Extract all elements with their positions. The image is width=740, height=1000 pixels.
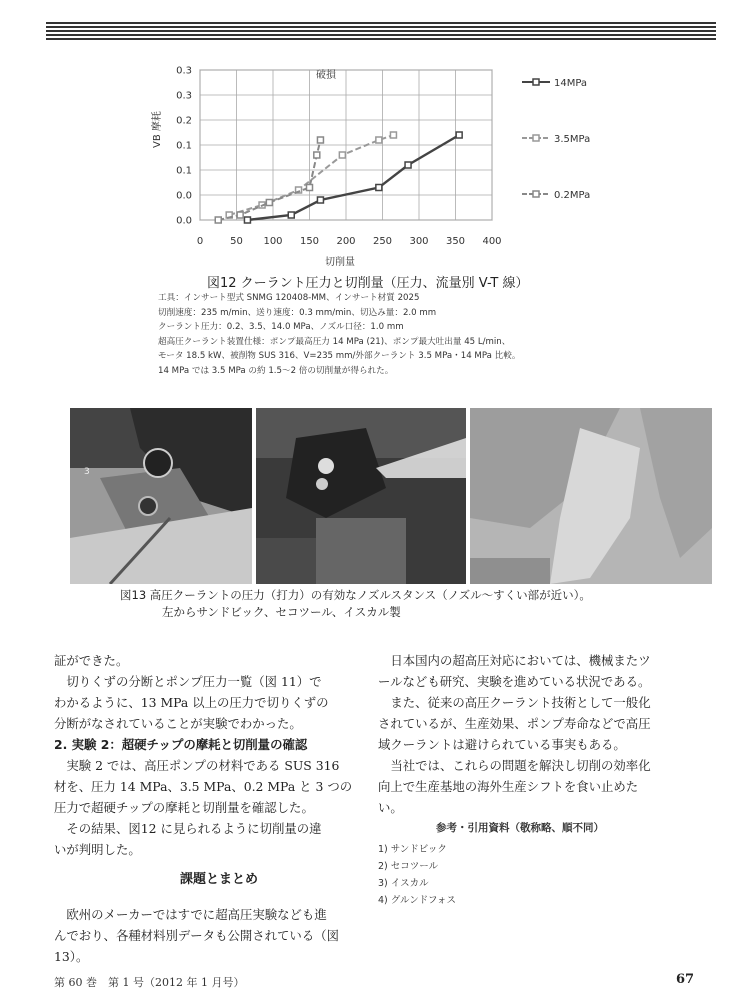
body-line: 実験 2 では、高圧ポンプの材料である SUS 316 <box>54 758 340 773</box>
body-line: い。 <box>378 800 403 815</box>
y-tick-label: 0.3 <box>176 90 192 102</box>
body-line: わかるように、13 MPa 以上の圧力で切りくずの <box>54 695 329 710</box>
y-tick-label: 0.3 <box>176 65 192 77</box>
body-line: その結果、図12 に見られるように切削量の違 <box>54 821 322 836</box>
data-point <box>307 185 313 191</box>
body-line: 当社では、これらの問題を解決し切削の効率化 <box>378 758 651 773</box>
body-line: 向上で生産基地の海外生産シフトを食い止めた <box>378 779 639 794</box>
data-point <box>376 185 382 191</box>
chart-series <box>215 132 462 223</box>
fig13-caption-line: 図13 高圧クーラントの圧力（打力）の有効なノズルスタンス（ノズル〜すくい部が近い）。 <box>120 588 591 602</box>
right-column <box>378 650 651 818</box>
fig12-note: モータ 18.5 kW、被削物 SUS 316、V=235 mm/外部クーラント 3.5 MPa・14 MPa 比較。 <box>158 351 521 361</box>
data-point <box>376 137 382 143</box>
data-point <box>215 217 221 223</box>
data-point <box>266 200 272 206</box>
data-point <box>339 152 345 158</box>
chart-grid <box>200 70 492 220</box>
body-line: ールなども研究、実験を進めている状況である。 <box>378 674 651 689</box>
body-line: また、従来の高圧クーラント技術として一般化 <box>378 695 651 710</box>
data-point <box>317 137 323 143</box>
body-line: 切りくずの分断とポンプ圧力一覧（図 11）で <box>54 674 322 689</box>
fig13-photos <box>70 408 712 584</box>
body-line: 圧力で超硬チップの摩耗と切削量を確認した。 <box>54 800 314 815</box>
photo-iscar <box>470 408 712 584</box>
y-tick-label: 0.0 <box>176 215 192 227</box>
y-axis-label: VB 摩耗 <box>152 111 163 148</box>
reference-item: 2) セコツール <box>378 861 439 872</box>
fig12-caption: 図12 クーラント圧力と切削量（圧力、流量別 V-T 線） <box>207 276 529 291</box>
x-tick-label: 300 <box>409 236 429 247</box>
legend-marker <box>533 191 539 197</box>
x-tick-label: 150 <box>299 236 320 247</box>
x-tick-label: 0 <box>196 236 204 247</box>
fig12-note: 14 MPa では 3.5 MPa の約 1.5〜2 倍の切削量が得られた。 <box>158 365 394 376</box>
body-line: 材を、圧力 14 MPa、3.5 MPa、0.2 MPa と 3 つの <box>54 779 353 794</box>
body-line: 証ができた。 <box>54 653 129 668</box>
data-point <box>244 217 250 223</box>
fig12-note: 超高圧クーラント装置仕様：ポンプ最高圧力 14 MPa (21)、ポンプ最大吐出量 45 L/min、 <box>158 336 511 347</box>
fig12-note: 切削速度：235 m/min、送り速度：0.3 mm/min、切込み量：2.0 mm <box>158 307 437 318</box>
experiment-2-heading: 2. 実験 2：超硬チップの摩耗と切削量の確認 <box>54 737 308 752</box>
legend-label: 14MPa <box>554 78 588 89</box>
x-tick-label: 200 <box>336 236 356 247</box>
reference-item: 4) グルンドフォス <box>378 895 456 906</box>
references <box>378 820 604 909</box>
body-line: 域クーラントは避けられている事実もある。 <box>378 737 626 752</box>
legend-marker <box>533 135 539 141</box>
y-tick-label: 0.1 <box>176 140 192 152</box>
y-tick-label: 0.2 <box>176 115 192 127</box>
left-column <box>54 650 384 967</box>
photo-seco <box>256 408 466 584</box>
x-tick-label: 100 <box>263 236 283 247</box>
photo-sandvik <box>70 408 252 584</box>
y-tick-label: 0.0 <box>176 190 192 202</box>
body-line: 日本国内の超高圧対応においては、機械またツ <box>378 653 651 668</box>
data-point <box>288 212 294 218</box>
x-tick-label: 50 <box>230 236 243 247</box>
reference-item: 1) サンドビック <box>378 844 447 855</box>
fig12-note: クーラント圧力：0.2、3.5、14.0 MPa、ノズル口径：1.0 mm <box>158 322 404 332</box>
legend-label: 3.5MPa <box>554 134 591 145</box>
chart-annotation: 破損 <box>316 70 336 81</box>
data-point <box>456 132 462 138</box>
section-title: 課題とまとめ <box>179 872 258 887</box>
references-heading: 参考・引用資料（敬称略、順不同） <box>436 822 604 834</box>
header-rule <box>46 22 716 42</box>
body-line: いが判明した。 <box>54 842 141 857</box>
chart-legend <box>522 78 590 201</box>
body-line: んでおり、各種材料別データも公開されている（図 <box>54 928 339 943</box>
y-tick-label: 0.1 <box>176 165 192 177</box>
x-tick-label: 250 <box>372 236 393 247</box>
body-line: 13）。 <box>54 949 89 964</box>
x-tick-label: 400 <box>482 236 502 247</box>
data-point <box>237 212 243 218</box>
x-tick-label: 350 <box>445 236 466 247</box>
body-line: されているが、生産効果、ポンプ寿命などで高圧 <box>378 716 651 731</box>
page-number: 67 <box>676 972 695 987</box>
legend-marker <box>533 79 539 85</box>
legend-label: 0.2MPa <box>554 190 591 201</box>
data-point <box>314 152 320 158</box>
fig12-notes <box>158 291 520 378</box>
fig13-caption-line: 左からサンドビック、セコツール、イスカル製 <box>162 605 401 619</box>
data-point <box>317 197 323 203</box>
body-line: 欧州のメーカーではすでに超高圧実験なども進 <box>54 907 327 922</box>
fig13-caption <box>120 587 591 621</box>
x-axis-label: 切削量 <box>325 257 355 268</box>
photo-label: 3 <box>84 467 90 477</box>
fig12-note: 工具：インサート型式 SNMG 120408-MM、インサート材質 2025 <box>158 293 420 303</box>
series-line <box>247 135 459 220</box>
issue-footer: 第 60 巻 第 1 号（2012 年 1 月号） <box>54 976 245 989</box>
data-point <box>405 162 411 168</box>
body-line: 分断がなされていることが実験でわかった。 <box>54 716 302 731</box>
fig12-chart <box>150 60 620 270</box>
reference-item: 3) イスカル <box>378 878 429 889</box>
data-point <box>390 132 396 138</box>
